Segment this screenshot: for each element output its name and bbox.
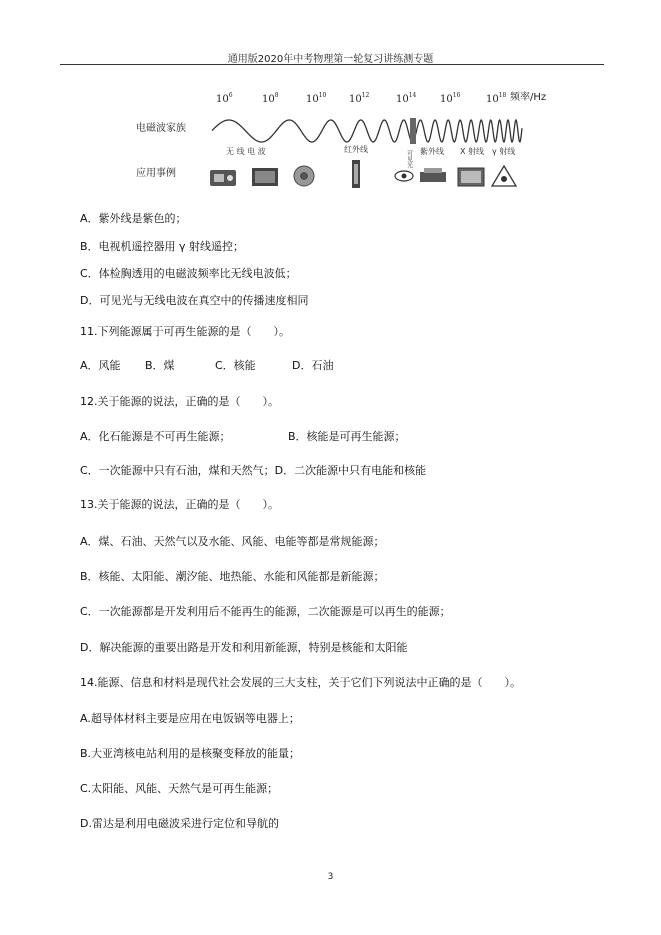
q11-options	[80, 357, 333, 373]
visible-band-marker	[410, 118, 416, 144]
q10-option-b: B．电视机遥控器用 γ 射线遥控；	[80, 240, 245, 253]
q14-option-d: D.雷达是利用电磁波采进行定位和导航的	[80, 817, 279, 830]
q13-option-a: A．煤、石油、天然气以及水能、风能、电能等都是常规能源；	[80, 535, 385, 548]
em-spectrum-svg	[130, 84, 560, 196]
q11-option-b: B．煤	[145, 359, 175, 372]
radiation-warning-icon	[492, 166, 516, 186]
band-label-radio: 无 线 电 波	[226, 147, 266, 156]
em-spectrum-figure	[130, 84, 560, 196]
band-label-infrared: 红外线	[344, 145, 368, 154]
q13-stem: 13.关于能源的说法，正确的是（ ）。	[80, 498, 279, 511]
band-label-gamma: γ 射线	[492, 147, 516, 156]
freq-label-1e18: $10^{18}$	[486, 92, 507, 105]
freq-label-1e16: $10^{16}$	[440, 92, 461, 105]
heat-lamp-icon	[352, 160, 360, 188]
q12-option-a: A．化石能源是不可再生能源；	[80, 430, 231, 443]
freq-unit-label: 频率/Hz	[510, 92, 547, 103]
q14-stem: 14.能源、信息和材料是现代社会发展的三大支柱，关于它们下列说法中正确的是（ ）。	[80, 676, 521, 689]
eye-icon	[395, 171, 413, 181]
freq-label-1e8: $10^8$	[262, 92, 279, 105]
band-label-uv: 紫外线	[420, 147, 444, 156]
q11-stem: 11.下列能源属于可再生能源的是（ ）。	[80, 325, 290, 338]
q11-option-a: A．风能	[80, 359, 121, 372]
q12-option-b: B．核能是可再生能源；	[288, 430, 406, 443]
q14-option-b: B.大亚湾核电站利用的是核聚变释放的能量；	[80, 747, 301, 760]
application-label: 应用事例	[136, 168, 176, 179]
radio-icon	[210, 170, 236, 186]
q10-option-c: C．体检胸透用的电磁波频率比无线电波低；	[80, 267, 297, 280]
xray-machine-icon	[458, 168, 484, 186]
band-label-visible: 可见光	[405, 150, 413, 168]
q13-option-d: D．解决能源的重要出路是开发和利用新能源，特别是核能和太阳能	[80, 641, 408, 654]
q13-option-c: C．一次能源都是开发利用后不能再生的能源，二次能源是可以再生的能源；	[80, 605, 451, 618]
q14-option-a: A.超导体材料主要是应用在电饭锅等电器上；	[80, 712, 300, 725]
em-wave	[212, 120, 522, 142]
q11-option-c: C．核能	[215, 359, 256, 372]
satellite-dish-icon	[294, 166, 314, 186]
tv-icon	[252, 168, 278, 186]
freq-label-1e10: $10^{10}$	[306, 92, 327, 105]
freq-label-1e12: $10^{12}$	[349, 92, 370, 105]
q10-option-d: D．可见光与无线电波在真空中的传播速度相同	[80, 294, 309, 307]
uv-sterilizer-icon	[420, 168, 446, 182]
page-number: 3	[327, 872, 334, 882]
q11-option-d: D．石油	[292, 359, 334, 372]
q14-option-c: C.太阳能、风能、天然气是可再生能源；	[80, 782, 279, 795]
page-header: 通用版2020年中考物理第一轮复习讲练测专题	[227, 54, 434, 65]
band-label-xray: X 射线	[460, 147, 485, 156]
q13-option-b: B．核能、太阳能、潮汐能、地热能、水能和风能都是新能源；	[80, 570, 385, 583]
em-family-label: 电磁波家族	[136, 123, 186, 134]
header-divider	[60, 64, 604, 65]
q10-option-a: A．紫外线是紫色的；	[80, 212, 187, 225]
q12-options-cd: C．一次能源中只有石油，煤和天然气；D．二次能源中只有电能和核能	[80, 464, 427, 477]
q12-stem: 12.关于能源的说法，正确的是（ ）。	[80, 395, 279, 408]
q12-options-ab	[80, 428, 406, 444]
freq-label-1e14: $10^{14}$	[396, 92, 417, 105]
freq-label-1e6: $10^6$	[216, 92, 233, 105]
